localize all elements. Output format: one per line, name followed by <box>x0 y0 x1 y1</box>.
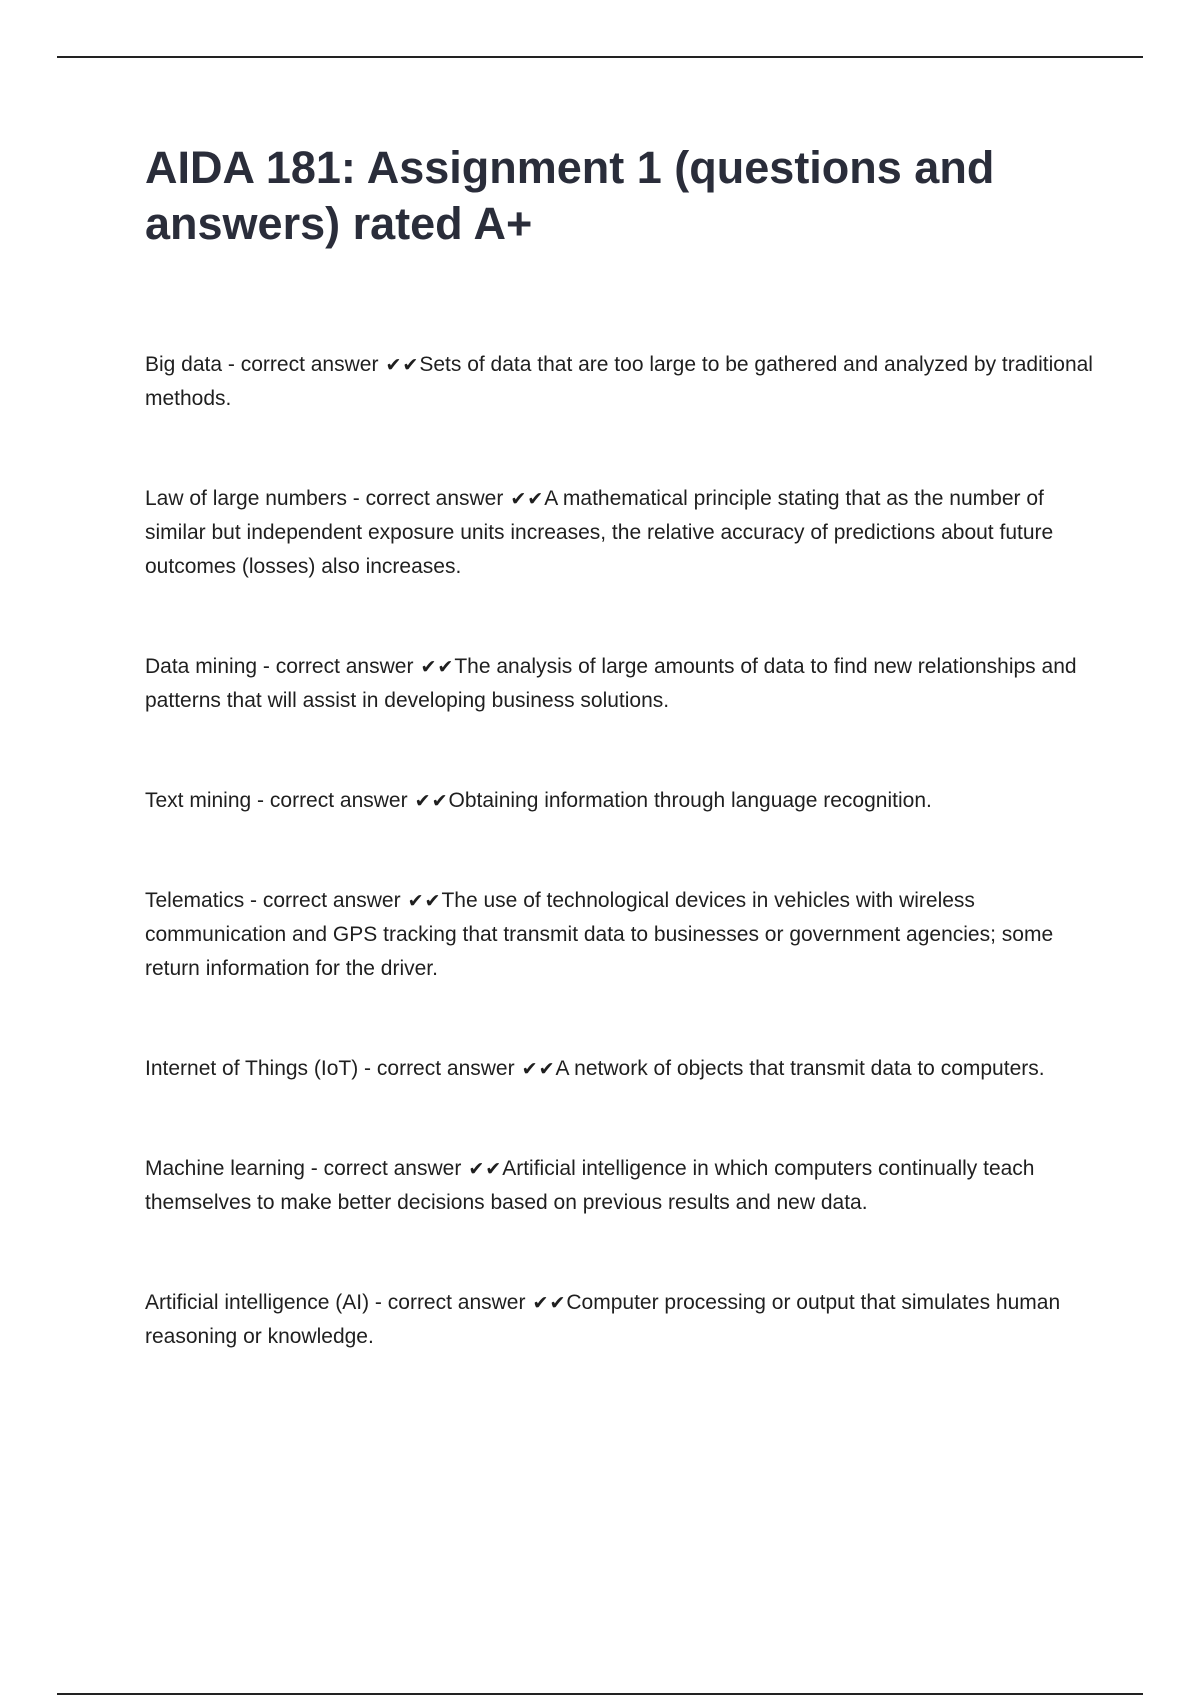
qa-answer-label: correct answer <box>387 1291 526 1314</box>
qa-answer: A network of objects that transmit data to computers. <box>555 1057 1045 1080</box>
qa-separator: - <box>244 889 263 912</box>
check-icon: ✔✔ <box>514 1058 556 1080</box>
qa-item <box>145 1152 1095 1220</box>
qa-answer: Artificial intelligence in which computers continually teach themselves to make better decisions based on previous results and new data. <box>145 1157 1035 1214</box>
qa-answer-label: correct answer <box>262 889 401 912</box>
qa-item <box>145 784 1095 818</box>
qa-answer-label: correct answer <box>376 1057 515 1080</box>
check-icon: ✔✔ <box>525 1292 567 1314</box>
qa-separator: - <box>257 655 276 678</box>
qa-item <box>145 348 1095 416</box>
page-title: AIDA 181: Assignment 1 (questions and answers) rated A+ <box>145 142 995 249</box>
qa-item <box>145 1286 1095 1354</box>
qa-item <box>145 650 1095 718</box>
check-icon: ✔✔ <box>407 790 449 812</box>
qa-answer: Computer processing or output that simulates human reasoning or knowledge. <box>145 1291 1061 1348</box>
qa-separator: - <box>251 789 270 812</box>
qa-separator: - <box>222 353 241 376</box>
check-icon: ✔✔ <box>503 488 545 510</box>
qa-answer: The use of technological devices in vehicles with wireless communication and GPS tracking that transmit data to businesses or government agencies; some return information for the driver. <box>145 889 1054 980</box>
qa-answer-label: correct answer <box>323 1157 462 1180</box>
qa-item <box>145 482 1095 584</box>
qa-answer-label: correct answer <box>275 655 414 678</box>
qa-term: Text mining <box>145 789 252 812</box>
qa-item <box>145 1052 1095 1086</box>
qa-list <box>145 348 1095 1354</box>
qa-separator: - <box>304 1157 324 1180</box>
qa-item <box>145 884 1095 986</box>
document-body <box>145 140 1095 1420</box>
check-icon: ✔✔ <box>413 656 455 678</box>
check-icon: ✔✔ <box>400 890 442 912</box>
bottom-divider <box>57 1693 1143 1695</box>
qa-answer: Sets of data that are too large to be gathered and analyzed by traditional methods. <box>145 353 1093 410</box>
qa-answer-label: correct answer <box>365 487 504 510</box>
qa-term: Law of large numbers <box>145 487 347 510</box>
qa-term: Machine learning <box>145 1157 305 1180</box>
qa-term: Big data <box>145 353 223 376</box>
qa-separator: - <box>369 1291 388 1314</box>
qa-answer-label: correct answer <box>269 789 408 812</box>
qa-term: Data mining <box>145 655 258 678</box>
qa-separator: - <box>358 1057 377 1080</box>
qa-answer-label: correct answer <box>240 353 379 376</box>
qa-answer: The analysis of large amounts of data to find new relationships and patterns that will assist in developing business solutions. <box>145 655 1077 712</box>
qa-answer: A mathematical principle stating that as the number of similar but independent exposure units increases, the relative accuracy of predictions about future outcomes (losses) also increases. <box>145 487 1054 578</box>
check-icon: ✔✔ <box>378 354 420 376</box>
check-icon: ✔✔ <box>461 1158 503 1180</box>
qa-answer: Obtaining information through language recognition. <box>448 789 932 812</box>
qa-term: Telematics <box>145 889 245 912</box>
top-divider <box>57 56 1143 58</box>
qa-term: Internet of Things (IoT) <box>145 1057 359 1080</box>
qa-term: Artificial intelligence (AI) <box>145 1291 370 1314</box>
qa-separator: - <box>346 487 366 510</box>
